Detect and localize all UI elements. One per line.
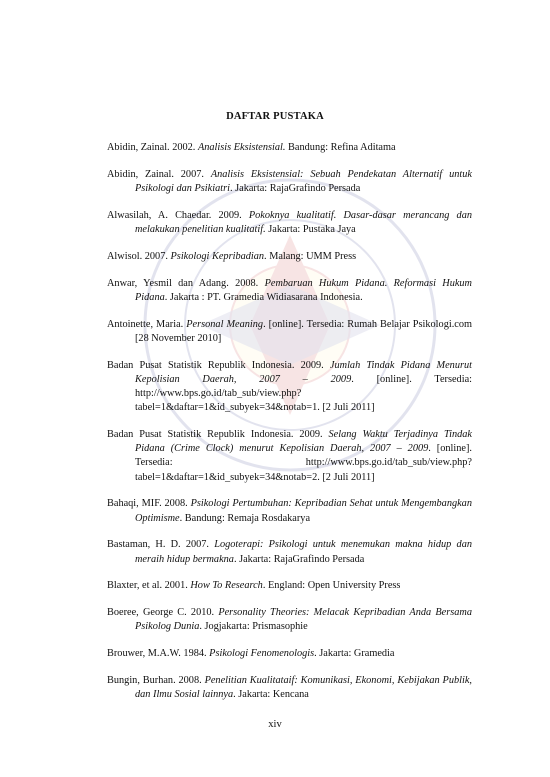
reference-publisher: . [online]. Tersedia: http://www.bps.go.id/tab_sub/view.php?tabel=1&daftar=1&id_subyek=34&notab=2. [2 Juli 2011] [135, 443, 472, 483]
reference-author-year: Abidin, Zainal. 2002. [107, 142, 198, 153]
reference-title: Selang Waktu Terjadinya Tindak Pidana (Crime Clock) menurut Kepolisian Daerah, 2007 – 2009 [135, 429, 472, 455]
reference-entry [107, 674, 472, 702]
reference-entry [107, 250, 472, 264]
reference-author-year: Bahaqi, MIF. 2008. [107, 498, 191, 510]
reference-author-year: Alwasilah, A. Chaedar. 2009. [107, 209, 249, 221]
reference-entry [107, 141, 472, 155]
reference-entry [107, 579, 472, 593]
reference-publisher: . Jakarta: RajaGrafindo Persada [233, 553, 365, 565]
reference-publisher: Bandung: Refina Aditama [285, 142, 396, 153]
reference-author-year: Bungin, Burhan. 2008. [107, 675, 205, 686]
reference-entry [107, 428, 472, 485]
reference-publisher: . England: Open University Press [262, 580, 401, 592]
reference-publisher: . Jakarta: Gramedia [314, 648, 395, 660]
reference-title: Logoterapi: Psikologi untuk menemukan makna hidup dan meraih hidup bermakna [135, 539, 472, 565]
reference-author-year: Boeree, George C. 2010. [107, 607, 219, 619]
reference-publisher: . Jakarta : PT. Gramedia Widiasarana Indonesia. [164, 291, 363, 303]
reference-author-year: Bastaman, H. D. 2007. [107, 539, 215, 551]
reference-entry [107, 647, 472, 661]
reference-publisher: . [online]. Tersedia: http://www.bps.go.id/tab_sub/view.php?tabel=1&daftar=1&id_subyek=34&notab=1. [2 Juli 2011] [135, 373, 472, 414]
page-title: DAFTAR PUSTAKA [226, 111, 324, 122]
reference-publisher: . [online]. Tersedia: Rumah Belajar Psikologi.com [28 November 2010] [135, 318, 473, 344]
reference-entry [107, 538, 472, 566]
reference-author-year: Badan Pusat Statistik Republik Indonesia. 2009. [107, 429, 329, 440]
reference-entry [107, 168, 472, 196]
reference-entry [107, 497, 472, 525]
reference-title: Pokoknya kualitatif. Dasar-dasar merancang dan melakukan penelitian kualitatif. [135, 209, 472, 235]
reference-title: Psikologi Kepribadian [170, 250, 265, 262]
reference-publisher: . Jakarta: Kencana [233, 689, 309, 701]
reference-list [107, 141, 472, 715]
reference-author-year: Alwisol. 2007. [107, 250, 171, 262]
reference-author-year: Anwar, Yesmil dan Adang. 2008. [107, 277, 265, 289]
reference-title: Personal Meaning [186, 318, 264, 330]
reference-author-year: Brouwer, M.A.W. 1984. [107, 648, 210, 660]
reference-publisher: . Jogjakarta: Prismasophie [199, 621, 308, 633]
reference-entry [107, 359, 472, 416]
reference-author-year: Blaxter, et al. 2001. [107, 580, 191, 592]
reference-title: How To Research [190, 580, 263, 592]
reference-title: Psikologi Pertumbuhan: Kepribadian Sehat untuk Mengembangkan Optimisme [135, 498, 472, 524]
reference-entry [107, 209, 472, 237]
reference-publisher: . Jakarta: RajaGrafindo Persada [229, 183, 361, 194]
reference-title: Personality Theories: Melacak Kepribadian Anda Bersama Psikolog Dunia [135, 607, 472, 633]
reference-author-year: Abidin, Zainal. 2007. [107, 168, 211, 180]
reference-title: Jumlah Tindak Pidana Menurut Kepolisian Daerah, 2007 – 2009 [135, 359, 472, 385]
reference-title: Analisis Eksistensial: Sebuah Pendekatan Alternatif untuk Psikologi dan Psikiatri [135, 168, 472, 194]
reference-author-year: Antoinette, Maria. [107, 318, 187, 330]
reference-title: Penelitian Kualitataif: Komunikasi, Ekonomi, Kebijakan Publik, dan Ilmu Sosial lainnya [135, 675, 472, 701]
reference-publisher: Jakarta: Pustaka Jaya [265, 224, 356, 235]
reference-entry [107, 318, 472, 346]
reference-publisher: . Malang: UMM Press [264, 250, 357, 262]
reference-entry [107, 606, 472, 634]
page-number: xiv [268, 719, 282, 730]
reference-entry [107, 277, 472, 305]
reference-title: Pembaruan Hukum Pidana. Reformasi Hukum Pidana [135, 277, 472, 303]
reference-title: Psikologi Fenomenologis [209, 648, 315, 660]
reference-publisher: . Bandung: Remaja Rosdakarya [179, 512, 311, 524]
reference-author-year: Badan Pusat Statistik Republik Indonesia. 2009. [107, 359, 330, 371]
reference-title: Analisis Eksistensial. [197, 142, 286, 153]
